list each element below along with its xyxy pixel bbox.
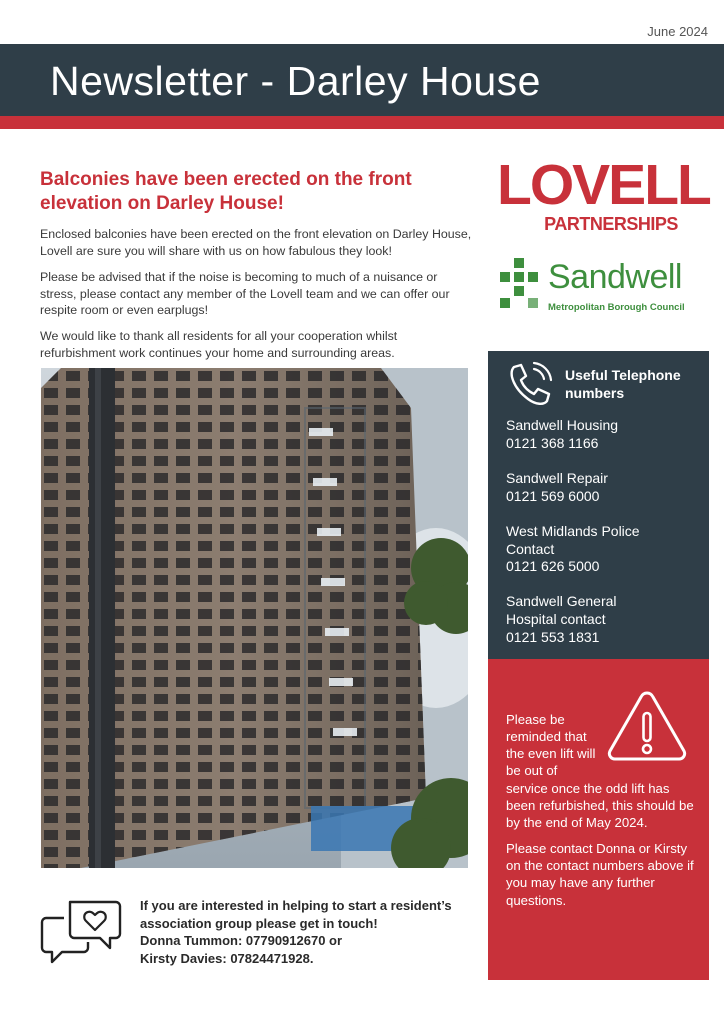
association-text: If you are interested in helping to start a resident’s association group please get in touch! (140, 898, 452, 931)
association-contact: Donna Tummon: 07790912670 or (140, 933, 343, 949)
title-banner (0, 44, 724, 116)
page-title: Newsletter - Darley House (50, 58, 541, 104)
telephone-panel (488, 351, 709, 659)
contact-name: Sandwell General Hospital contact (506, 593, 617, 628)
article-paragraph: We would like to thank all residents for all your cooperation whilst refurbishment work continues your home and surrounding areas. (40, 329, 398, 361)
lift-notice-paragraph (506, 711, 702, 831)
contact-item (506, 523, 666, 577)
sandwell-logo-sub: Metropolitan Borough Council (548, 302, 685, 313)
contact-item (506, 470, 701, 506)
chat-heart-icon (40, 898, 122, 964)
lovell-logo-word: LOVELL (497, 153, 710, 217)
phone-icon (506, 361, 556, 407)
contact-list (506, 417, 701, 664)
association-contact: Kirsty Davies: 07824471928. (140, 950, 314, 966)
sandwell-logo-word: Sandwell (548, 258, 682, 296)
contact-name: Sandwell Repair (506, 469, 608, 486)
article-headline: Balconies have been erected on the front elevation on Darley House! (40, 169, 412, 215)
contact-number: 0121 368 1166 (506, 434, 599, 451)
lovell-logo-sub: PARTNERSHIPS (544, 214, 678, 234)
contact-name: Sandwell Housing (506, 417, 619, 433)
contact-name: West Midlands Police Contact (506, 522, 640, 557)
lift-notice-text (506, 711, 702, 918)
sandwell-logo (500, 258, 710, 318)
telephone-panel-title: Useful Telephone numbers (565, 367, 681, 402)
article-body (40, 226, 472, 371)
contact-number: 0121 626 5000 (506, 558, 600, 575)
lift-notice-panel (488, 659, 709, 980)
article-paragraph: Enclosed balconies have been erected on the front elevation on Darley House, Lovell are sure you will share with us on how fabulous they look! (40, 227, 472, 258)
article-paragraph: Please be advised that if the noise is becoming to much of a nuisance or stress, please contact any member of the Lovell team and we can offer our respite room or even earplugs! (40, 269, 450, 318)
sandwell-mark-icon (500, 258, 544, 312)
contact-item (506, 417, 701, 453)
red-divider (0, 116, 724, 129)
lift-notice-line: service once the odd lift has been refurbished, this should be by the end of May 2024. (506, 780, 694, 830)
lift-notice-line: Please be reminded that the even lift will be out of (506, 712, 596, 779)
issue-date: June 2024 (647, 24, 708, 39)
contact-number: 0121 569 6000 (506, 487, 600, 504)
building-photo (41, 368, 468, 868)
association-callout (140, 897, 480, 967)
lift-contact-paragraph: Please contact Donna or Kirsty on the contact numbers above if you may have any further questions. (506, 841, 694, 908)
contact-item (506, 593, 666, 647)
lovell-logo (497, 153, 710, 235)
contact-number: 0121 553 1831 (506, 629, 600, 646)
